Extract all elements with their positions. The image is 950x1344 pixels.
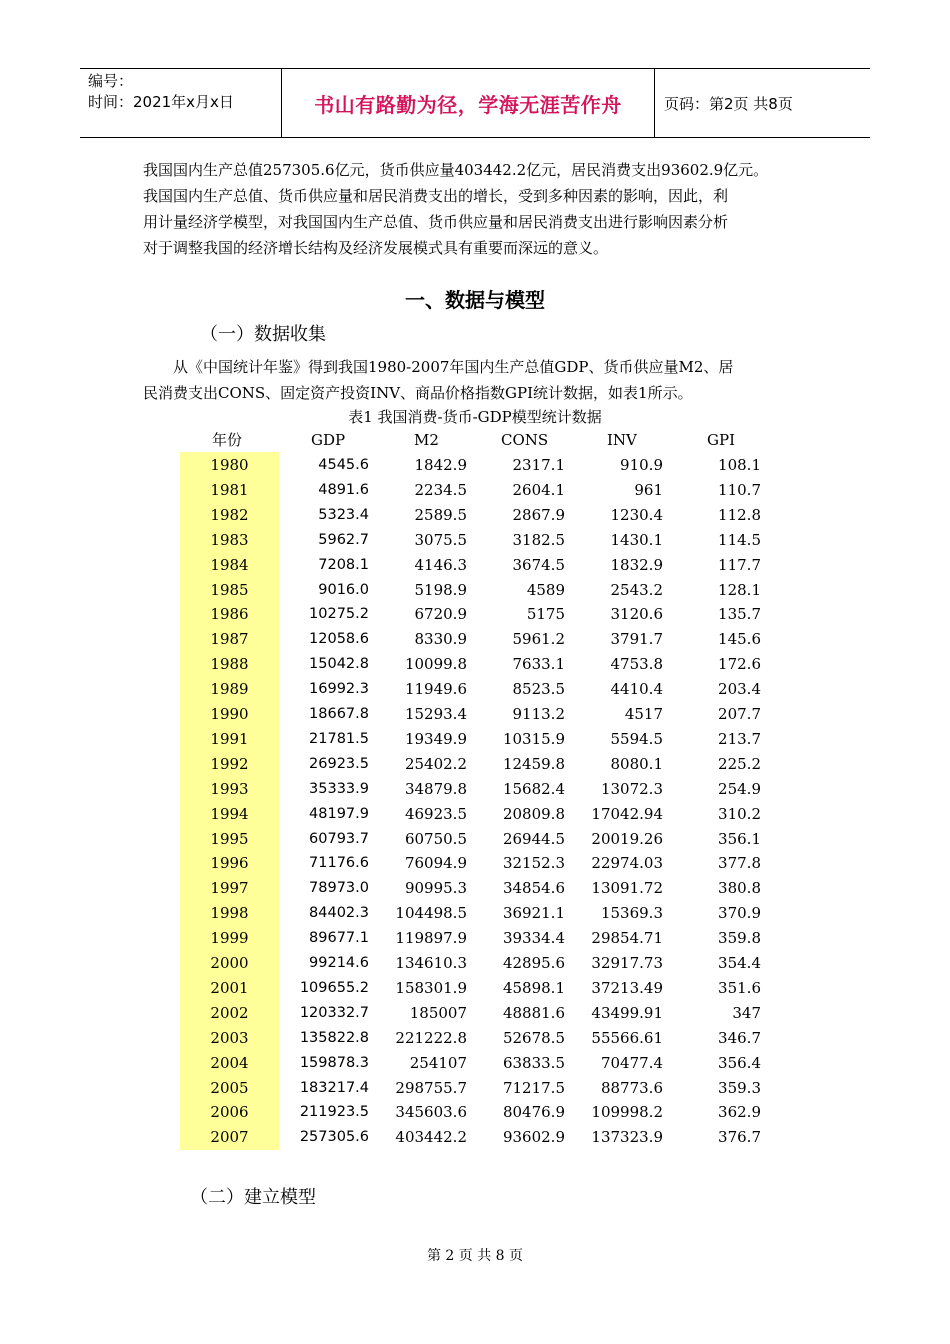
table-row xyxy=(180,602,770,626)
intro-line: 对于调整我国的经济增长结构及经济发展模式具有重要而深远的意义。 xyxy=(143,239,609,257)
cell-cons: 71217.5 xyxy=(502,1078,565,1097)
cell-cons: 32152.3 xyxy=(502,854,565,873)
cell-year: 2002 xyxy=(210,1003,249,1022)
cell-cons: 20809.8 xyxy=(502,804,565,823)
table-row xyxy=(180,478,770,502)
cell-inv: 1430.1 xyxy=(610,530,663,549)
header-gdp: GDP xyxy=(311,431,346,449)
cell-m2: 8330.9 xyxy=(414,630,467,649)
table-row xyxy=(180,453,770,477)
cell-inv: 88773.6 xyxy=(600,1078,663,1097)
cell-m2: 60750.5 xyxy=(404,829,467,848)
cell-cons: 2317.1 xyxy=(512,456,565,474)
header-motto: 书山有路勤为径，学海无涯苦作舟 xyxy=(314,92,622,117)
cell-m2: 158301.9 xyxy=(395,978,467,997)
cell-m2: 11949.6 xyxy=(404,680,467,699)
table-row xyxy=(180,1076,770,1100)
cell-cons: 5175 xyxy=(526,605,565,624)
cell-gpi: 172.6 xyxy=(718,655,761,674)
cell-inv: 2543.2 xyxy=(610,580,663,599)
section-title: 一、数据与模型 xyxy=(405,288,545,312)
cell-year: 1990 xyxy=(210,705,249,723)
cell-m2: 1842.9 xyxy=(414,456,467,474)
cell-gpi: 359.8 xyxy=(718,929,761,948)
cell-m2: 119897.9 xyxy=(395,929,467,948)
cell-year: 2004 xyxy=(210,1053,249,1072)
cell-gdp: 211923.5 xyxy=(299,1104,369,1121)
cell-cons: 39334.4 xyxy=(502,929,565,948)
cell-gpi: 114.5 xyxy=(718,530,761,549)
subsection-title-data: （一）数据收集 xyxy=(200,324,326,345)
table-row xyxy=(180,677,770,701)
page-footer: 第 2 页 共 8 页 xyxy=(426,1248,524,1264)
cell-inv: 5594.5 xyxy=(610,729,663,748)
table-row xyxy=(180,727,770,751)
cell-inv: 55566.61 xyxy=(591,1028,663,1047)
header-divider xyxy=(654,69,655,137)
cell-m2: 25402.2 xyxy=(404,754,467,773)
cell-gpi: 112.8 xyxy=(718,505,761,524)
cell-cons: 45898.1 xyxy=(502,978,565,997)
cell-year: 2006 xyxy=(210,1103,249,1122)
cell-year: 1992 xyxy=(210,754,249,773)
cell-m2: 3075.5 xyxy=(414,530,467,549)
cell-m2: 221222.8 xyxy=(395,1028,467,1047)
data-paragraph xyxy=(143,354,823,406)
table-row xyxy=(180,1051,770,1075)
cell-year: 1998 xyxy=(210,904,249,923)
cell-gpi: 356.1 xyxy=(718,829,761,848)
table-row xyxy=(180,702,770,726)
cell-year: 1993 xyxy=(210,779,249,798)
cell-inv: 8080.1 xyxy=(610,754,663,773)
cell-inv: 17042.94 xyxy=(591,804,663,823)
cell-gpi: 117.7 xyxy=(718,555,761,574)
cell-gpi: 351.6 xyxy=(718,978,761,997)
cell-cons: 80476.9 xyxy=(502,1103,565,1122)
cell-year: 1980 xyxy=(210,456,249,474)
header-year: 年份 xyxy=(212,431,243,449)
cell-gdp: 48197.9 xyxy=(309,805,369,822)
table-header xyxy=(180,428,770,452)
cell-gdp: 109655.2 xyxy=(299,979,369,996)
cell-inv: 70477.4 xyxy=(600,1053,663,1072)
cell-cons: 34854.6 xyxy=(502,879,565,898)
cell-m2: 34879.8 xyxy=(404,779,467,798)
cell-m2: 2589.5 xyxy=(414,505,467,524)
cell-inv: 961 xyxy=(634,480,663,499)
header-m2: M2 xyxy=(414,431,439,449)
table-row xyxy=(180,901,770,925)
cell-m2: 6720.9 xyxy=(414,605,467,624)
cell-gpi: 110.7 xyxy=(718,480,761,499)
cell-gdp: 35333.9 xyxy=(309,780,369,797)
cell-cons: 12459.8 xyxy=(502,754,565,773)
time-label: 时间：2021年x月x日 xyxy=(88,93,234,111)
cell-cons: 42895.6 xyxy=(502,954,565,972)
cell-cons: 5961.2 xyxy=(512,630,565,649)
cell-year: 1991 xyxy=(210,729,249,748)
cell-cons: 15682.4 xyxy=(502,779,565,798)
cell-gpi: 145.6 xyxy=(718,630,761,649)
cell-m2: 298755.7 xyxy=(395,1078,467,1097)
cell-cons: 10315.9 xyxy=(502,729,565,748)
cell-gpi: 370.9 xyxy=(718,904,761,923)
header-page-info: 页码：第2页 共8页 xyxy=(664,94,793,113)
cell-inv: 4753.8 xyxy=(610,655,663,674)
cell-inv: 3120.6 xyxy=(610,605,663,624)
cell-inv: 3791.7 xyxy=(610,630,663,649)
data-line: 民消费支出CONS、固定资产投资INV、商品价格指数GPI统计数据，如表1所示。 xyxy=(143,384,693,402)
cell-gdp: 159878.3 xyxy=(299,1054,369,1071)
cell-m2: 254107 xyxy=(409,1053,467,1072)
cell-gpi: 108.1 xyxy=(718,456,761,474)
table-row xyxy=(180,578,770,602)
cell-m2: 90995.3 xyxy=(404,879,467,898)
cell-m2: 185007 xyxy=(409,1003,467,1022)
header-cons: CONS xyxy=(501,431,549,449)
table-row xyxy=(180,652,770,676)
cell-gpi: 346.7 xyxy=(718,1028,761,1047)
cell-year: 1989 xyxy=(210,680,249,699)
cell-inv: 32917.73 xyxy=(591,954,663,972)
cell-m2: 345603.6 xyxy=(395,1103,467,1122)
cell-gpi: 310.2 xyxy=(718,804,761,823)
cell-m2: 2234.5 xyxy=(414,480,467,499)
cell-gpi: 354.4 xyxy=(718,954,761,972)
cell-m2: 19349.9 xyxy=(404,729,467,748)
cell-gdp: 60793.7 xyxy=(309,830,369,847)
cell-inv: 29854.71 xyxy=(591,929,663,948)
cell-gdp: 15042.8 xyxy=(309,656,369,673)
cell-gpi: 377.8 xyxy=(718,854,761,873)
cell-cons: 26944.5 xyxy=(502,829,565,848)
cell-gdp: 120332.7 xyxy=(299,1004,369,1021)
table-row xyxy=(180,951,770,975)
cell-year: 1999 xyxy=(210,929,249,948)
cell-inv: 1230.4 xyxy=(610,505,663,524)
cell-gdp: 5962.7 xyxy=(318,531,369,548)
cell-gdp: 99214.6 xyxy=(309,955,369,971)
cell-cons: 63833.5 xyxy=(502,1053,565,1072)
cell-m2: 10099.8 xyxy=(404,655,467,674)
cell-year: 1982 xyxy=(210,505,249,524)
cell-cons: 9113.2 xyxy=(512,705,565,723)
cell-gdp: 26923.5 xyxy=(309,755,369,772)
cell-gpi: 376.7 xyxy=(718,1128,761,1147)
table-row xyxy=(180,851,770,875)
cell-year: 1983 xyxy=(210,530,249,549)
cell-gdp: 16992.3 xyxy=(309,681,369,698)
cell-m2: 104498.5 xyxy=(395,904,467,923)
intro-paragraph xyxy=(143,157,823,261)
cell-gpi: 347 xyxy=(732,1003,761,1022)
cell-cons: 7633.1 xyxy=(512,655,565,674)
cell-cons: 4589 xyxy=(526,580,565,599)
cell-gpi: 213.7 xyxy=(718,729,761,748)
cell-gpi: 225.2 xyxy=(718,754,761,773)
table-row xyxy=(180,503,770,527)
table-row xyxy=(180,752,770,776)
cell-gpi: 203.4 xyxy=(718,680,761,699)
cell-cons: 48881.6 xyxy=(502,1003,565,1022)
table-row xyxy=(180,553,770,577)
cell-m2: 76094.9 xyxy=(404,854,467,873)
cell-m2: 134610.3 xyxy=(395,954,467,972)
table-row xyxy=(180,627,770,651)
cell-gdp: 257305.6 xyxy=(299,1129,369,1146)
intro-line: 用计量经济学模型，对我国国内生产总值、货币供应量和居民消费支出进行影响因素分析 xyxy=(143,213,729,231)
cell-inv: 109998.2 xyxy=(591,1103,663,1122)
header-meta xyxy=(88,71,278,113)
cell-inv: 13072.3 xyxy=(600,779,663,798)
cell-year: 1985 xyxy=(210,580,249,599)
cell-m2: 403442.2 xyxy=(395,1128,467,1147)
cell-gdp: 21781.5 xyxy=(309,730,369,747)
cell-year: 2005 xyxy=(210,1078,249,1097)
cell-inv: 13091.72 xyxy=(591,879,663,898)
cell-gdp: 18667.8 xyxy=(309,706,369,722)
cell-gpi: 128.1 xyxy=(718,580,761,599)
cell-year: 1981 xyxy=(210,480,249,499)
table-row xyxy=(180,777,770,801)
cell-inv: 20019.26 xyxy=(591,829,663,848)
cell-m2: 46923.5 xyxy=(404,804,467,823)
cell-gdp: 78973.0 xyxy=(309,880,369,897)
header-divider xyxy=(281,69,282,137)
table-row xyxy=(180,976,770,1000)
cell-gpi: 135.7 xyxy=(718,605,761,624)
cell-cons: 36921.1 xyxy=(502,904,565,923)
cell-cons: 52678.5 xyxy=(502,1028,565,1047)
subsection-title-model: （二）建立模型 xyxy=(190,1187,316,1208)
number-label: 编号： xyxy=(88,72,134,90)
cell-gpi: 359.3 xyxy=(718,1078,761,1097)
table-row xyxy=(180,528,770,552)
cell-gpi: 362.9 xyxy=(718,1103,761,1122)
data-line: 从《中国统计年鉴》得到我国1980-2007年国内生产总值GDP、货币供应量M2、居 xyxy=(173,358,734,376)
table-row xyxy=(180,876,770,900)
table-row xyxy=(180,827,770,851)
cell-inv: 1832.9 xyxy=(610,555,663,574)
cell-gdp: 12058.6 xyxy=(309,631,369,648)
cell-gpi: 356.4 xyxy=(718,1053,761,1072)
cell-gdp: 9016.0 xyxy=(318,581,369,598)
header-inv: INV xyxy=(607,431,637,449)
cell-gdp: 5323.4 xyxy=(318,506,369,523)
table-row xyxy=(180,1001,770,1025)
cell-gdp: 4545.6 xyxy=(318,457,369,473)
table-caption: 表1 我国消费-货币-GDP模型统计数据 xyxy=(348,408,602,426)
cell-gdp: 183217.4 xyxy=(299,1079,369,1096)
cell-year: 1984 xyxy=(210,555,249,574)
cell-year: 2003 xyxy=(210,1028,249,1047)
cell-year: 1995 xyxy=(210,829,249,848)
cell-gdp: 84402.3 xyxy=(309,905,369,922)
table-row xyxy=(180,1100,770,1124)
cell-inv: 37213.49 xyxy=(591,978,663,997)
cell-gpi: 254.9 xyxy=(718,779,761,798)
cell-m2: 4146.3 xyxy=(414,555,467,574)
cell-cons: 2604.1 xyxy=(512,480,565,499)
cell-gpi: 380.8 xyxy=(718,879,761,898)
cell-inv: 4410.4 xyxy=(610,680,663,699)
cell-inv: 910.9 xyxy=(620,456,663,474)
cell-cons: 8523.5 xyxy=(512,680,565,699)
cell-year: 1988 xyxy=(210,655,249,674)
cell-cons: 3674.5 xyxy=(512,555,565,574)
cell-gdp: 7208.1 xyxy=(318,556,369,573)
cell-gpi: 207.7 xyxy=(718,705,761,723)
cell-gdp: 4891.6 xyxy=(318,481,369,498)
cell-inv: 137323.9 xyxy=(591,1128,663,1147)
table-row xyxy=(180,1026,770,1050)
cell-year: 1996 xyxy=(210,854,249,873)
cell-year: 2001 xyxy=(210,978,249,997)
cell-m2: 15293.4 xyxy=(404,705,467,723)
cell-year: 1986 xyxy=(210,605,249,624)
cell-cons: 2867.9 xyxy=(512,505,565,524)
cell-year: 2000 xyxy=(210,954,249,972)
cell-year: 1997 xyxy=(210,879,249,898)
table-row xyxy=(180,802,770,826)
intro-line: 我国国内生产总值、货币供应量和居民消费支出的增长，受到多种因素的影响，因此，利 xyxy=(143,187,729,205)
cell-gdp: 71176.6 xyxy=(309,855,369,872)
cell-inv: 22974.03 xyxy=(591,854,663,873)
cell-inv: 15369.3 xyxy=(600,904,663,923)
intro-line: 我国国内生产总值257305.6亿元，货币供应量403442.2亿元，居民消费支出93602.9亿元。 xyxy=(143,161,769,179)
cell-inv: 43499.91 xyxy=(591,1003,663,1022)
cell-m2: 5198.9 xyxy=(414,580,467,599)
table-row xyxy=(180,1125,770,1149)
cell-gdp: 89677.1 xyxy=(309,930,369,947)
cell-gdp: 10275.2 xyxy=(309,606,369,623)
cell-gdp: 135822.8 xyxy=(299,1029,369,1046)
cell-year: 1994 xyxy=(210,804,249,823)
table-row xyxy=(180,926,770,950)
cell-inv: 4517 xyxy=(624,705,663,723)
page-header xyxy=(80,68,870,138)
cell-cons: 3182.5 xyxy=(512,530,565,549)
header-gpi: GPI xyxy=(707,431,736,449)
cell-year: 1987 xyxy=(210,630,249,649)
cell-year: 2007 xyxy=(210,1128,249,1147)
cell-cons: 93602.9 xyxy=(502,1128,565,1147)
